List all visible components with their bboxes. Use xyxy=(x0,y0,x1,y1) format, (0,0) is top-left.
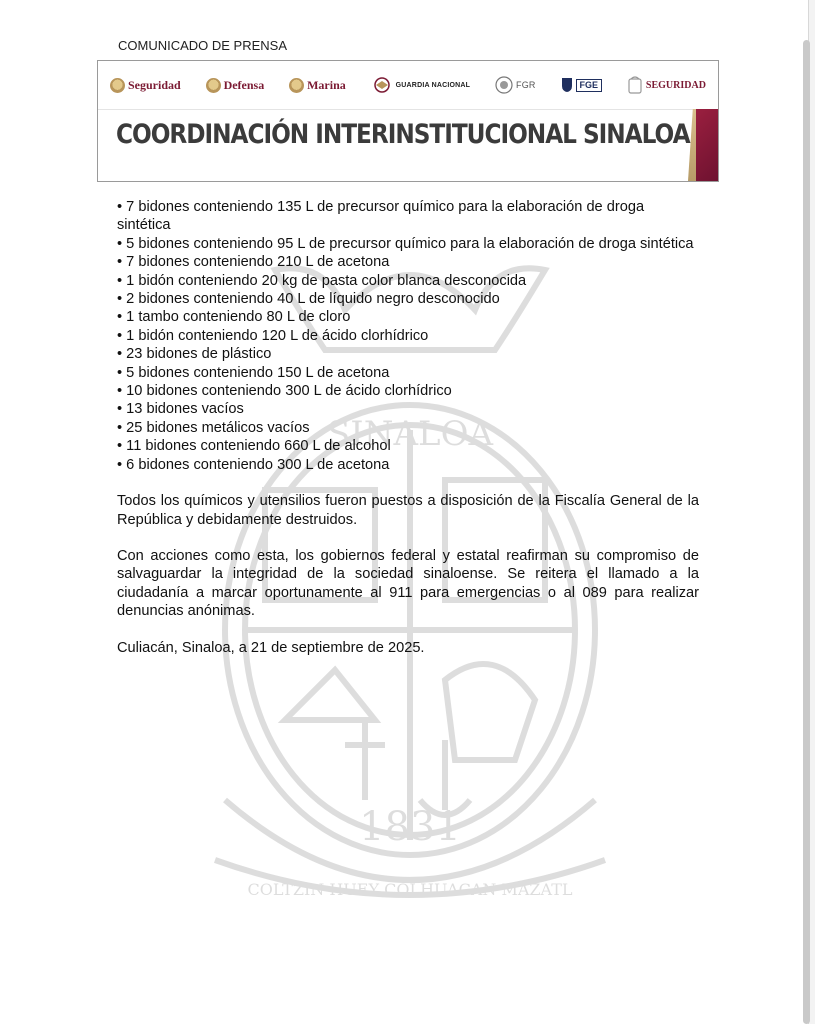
list-item: • 1 bidón conteniendo 120 L de ácido clorhídrico xyxy=(117,327,429,344)
logo-seguridad-estatal xyxy=(627,75,706,95)
list-item: • 1 bidón conteniendo 20 kg de pasta color blanca desconocida xyxy=(117,272,527,289)
logo-label: FGE xyxy=(576,79,603,92)
logo-label: Seguridad xyxy=(128,77,181,92)
list-item: • 5 bidones conteniendo 150 L de acetona xyxy=(117,364,390,381)
logo-label: FGR xyxy=(516,80,536,90)
banner-divider xyxy=(98,109,698,110)
disposal-paragraph: Todos los químicos y utensilios fueron puestos a disposición de la Fiscalía General de la República y debidamente destruidos. xyxy=(117,493,699,528)
watermark-bottom-text: COLTZIN HUEY COLHUACAN MAZATL xyxy=(247,880,573,899)
press-release-body xyxy=(117,198,699,672)
shield-icon xyxy=(561,77,573,93)
press-release-label: COMUNICADO DE PRENSA xyxy=(118,38,288,53)
list-item: • 7 bidones conteniendo 135 L de precursor químico para la elaboración de droga sintética xyxy=(117,199,645,234)
logo-fgr xyxy=(495,76,536,94)
list-item: • 5 bidones conteniendo 95 L de precursor químico para la elaboración de droga sintética xyxy=(117,235,694,252)
list-item: • 13 bidones vacíos xyxy=(117,401,244,418)
list-item: • 25 bidones metálicos vacíos xyxy=(117,419,310,436)
seized-items-list xyxy=(117,198,699,474)
logo-seguridad xyxy=(110,78,181,93)
banner-accent-stripe xyxy=(696,109,718,181)
commitment-paragraph: Con acciones como esta, los gobiernos federal y estatal reafirman su compromiso de salvaguardar la integridad de la sociedad sinaloense. Se reitera el llamado a la ciudadanía a marcar oportunamente al 911 para emergencias o al 089 para realizar denuncias anónimas. xyxy=(117,547,699,620)
list-item: • 11 bidones conteniendo 660 L de alcohol xyxy=(117,438,391,455)
eagle-icon xyxy=(371,77,393,93)
seal-icon xyxy=(110,78,125,93)
seal-icon xyxy=(289,78,304,93)
banner-title: COORDINACIÓN INTERINSTITUCIONAL SINALOA xyxy=(116,119,690,150)
seal-icon xyxy=(206,78,221,93)
list-item: • 10 bidones conteniendo 300 L de ácido clorhídrico xyxy=(117,383,452,400)
logo-label: GUARDIA NACIONAL xyxy=(395,81,471,89)
seal-icon xyxy=(495,76,513,94)
list-item: • 2 bidones conteniendo 40 L de líquido negro desconocido xyxy=(117,291,500,308)
logo-marina xyxy=(289,78,346,93)
logo-label: Defensa xyxy=(223,77,265,92)
watermark-top-text: SINALOA xyxy=(326,414,494,454)
place-date: Culiacán, Sinaloa, a 21 de septiembre de 2025. xyxy=(117,639,425,656)
list-item: • 7 bidones conteniendo 210 L de acetona xyxy=(117,254,390,271)
logo-guardia-nacional xyxy=(371,77,471,93)
institutional-banner xyxy=(97,60,719,182)
logo-fge xyxy=(561,77,603,93)
state-seal-icon xyxy=(627,75,643,95)
list-item: • 23 bidones de plástico xyxy=(117,346,272,363)
watermark-year: 1831 xyxy=(359,804,461,850)
logo-defensa xyxy=(206,78,265,93)
logo-label: SEGURIDAD xyxy=(645,79,706,91)
list-item: • 6 bidones conteniendo 300 L de acetona xyxy=(117,456,390,473)
logo-label: Marina xyxy=(307,77,346,92)
institution-logos xyxy=(98,61,718,109)
vertical-scrollbar[interactable] xyxy=(803,40,810,1024)
list-item: • 1 tambo conteniendo 80 L de cloro xyxy=(117,309,351,326)
